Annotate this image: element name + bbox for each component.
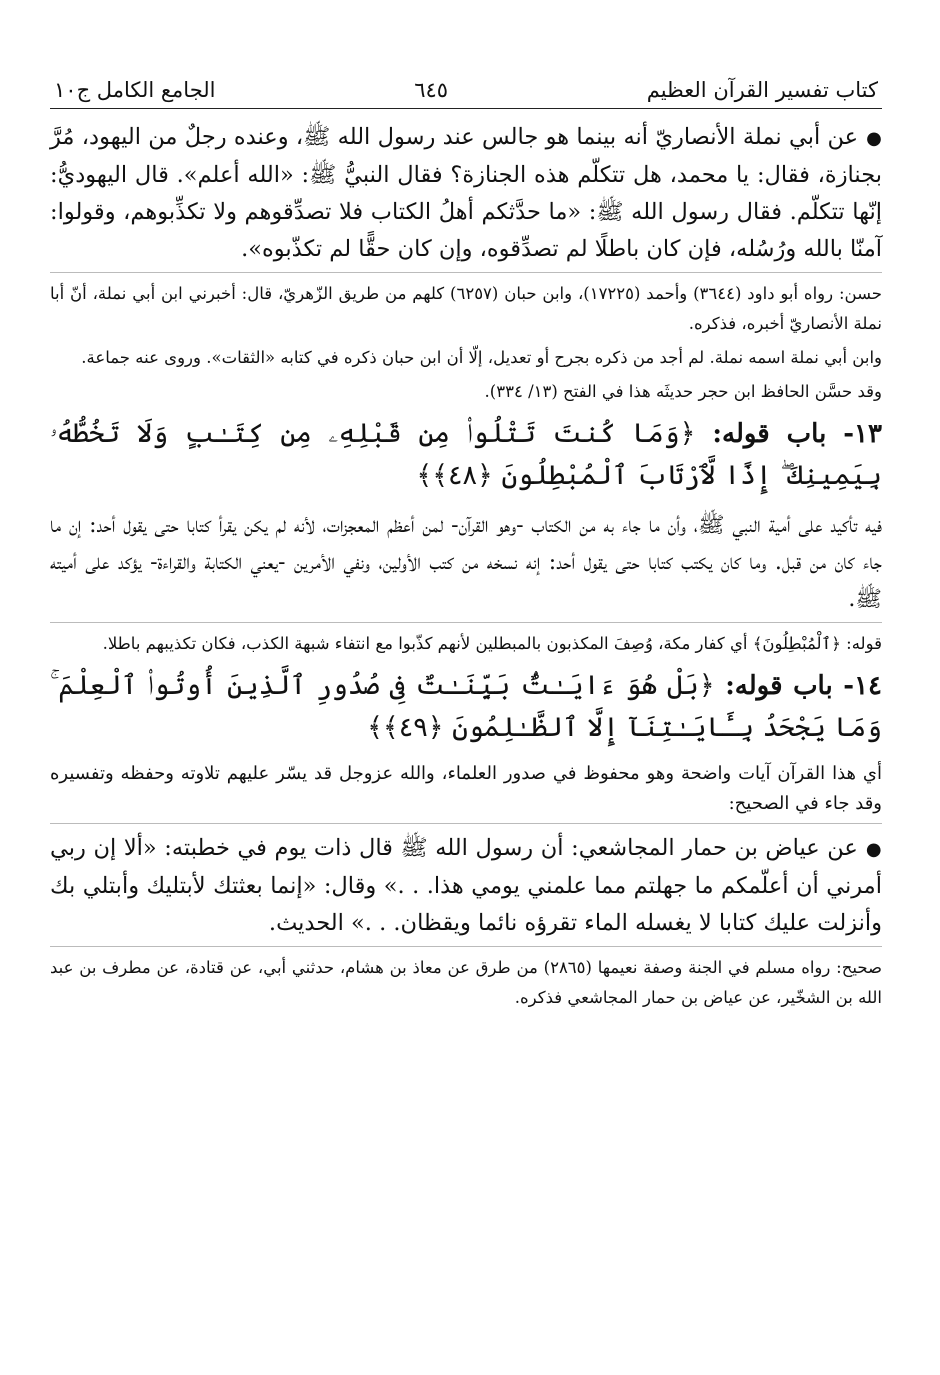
hadith-abu-namla [50, 119, 882, 268]
hadith-text: عن عياض بن حمار المجاشعي: أن رسول الله ﷺ قال ذات يوم في خطبته: «ألا إن ربي أمرني أن أعلّمكم ما جهلتم مما علمني يومي هذا. . .» وقال: «إنما بعثتك لأبتليك وأبتلي بك وأنزلت عليك كتابا لا يغسله الماء تقرؤه نائما ويقظان. . .» الحديث. [50, 835, 882, 936]
book-page [50, 62, 882, 1013]
hadith-iyad [50, 823, 882, 942]
chapter-13-commentary: فيه تأكيد على أمية النبي ﷺ، وأن ما جاء به من الكتاب -وهو القرآن- لمن أعظم المعجزات، لأنه لم يكن يقرأ كتابا حتى يقول أحد: إن ما جاء كان من قبل. وما كان يكتب كتابا حتى يقول أحد: إنه نسخه من كتب الأولين، ونفي الأمرين -يعني الكتابة والقراءة- يؤكد على أميته ﷺ. [50, 513, 882, 612]
hadith-text: عن أبي نملة الأنصاريّ أنه بينما هو جالس عند رسول الله ﷺ، وعنده رجلٌ من اليهود، مُرَّ بجنازة، فقال: يا محمد، هل تتكلّم هذه الجنازة؟ فقال النبيُّ ﷺ: «الله أعلم». قال اليهوديُّ: إنّها تتكلّم. فقال رسول الله ﷺ: «ما حدَّثكم أهلُ الكتاب فلا تصدِّقوهم ولا تكذِّبوهم، وقولوا: آمنّا بالله ورُسُله، فإن كان باطلًا لم تصدِّقوه، وإن كان حقًّا لم تكذّبوه». [50, 124, 882, 262]
quran-verse: ﴿وَمَا كُنتَ تَتْلُوا۟ مِن قَبْلِهِۦ مِن كِتَـٰبٍ وَلَا تَخُطُّهُۥ بِيَمِينِكَ ۖ إِذًا لَّٱرْتَابَ ٱلْمُبْطِلُونَ ﴿٤٨﴾﴾ [50, 418, 882, 491]
page-number: ٦٤٥ [414, 78, 449, 102]
chapter-heading-13 [50, 413, 882, 497]
chapter-13-note: قوله: ﴿ٱلْمُبْطِلُونَ﴾ أي كفار مكة، وُصِفَ المكذبون بالمبطلين لأنهم كذّبوا مع انتفاء شبهة الكذب، فكان تكذيبهم باطلا. [50, 622, 882, 659]
chapter-14-commentary: أي هذا القرآن آيات واضحة وهو محفوظ في صدور العلماء، والله عزوجل قد يسّر عليهم تلاوته وحفظه وتفسيره وقد جاء في الصحيح: [50, 763, 882, 814]
running-header [50, 62, 882, 109]
chapter-label: ١٤- باب قوله: [725, 671, 882, 701]
chapter-14-takhrij: صحيح: رواه مسلم في الجنة وصفة نعيمها (٢٨٦٥) من طرق عن معاذ بن هشام، حدثني أبي، عن قتادة، عن مطرف بن عبد الله بن الشخّير، عن عياض بن حمار المجاشعي فذكره. [50, 946, 882, 1013]
grading-note: وقد حسَّن الحافظ ابن حجر حديثَه هذا في الفتح (١٣/ ٣٣٤). [484, 382, 882, 401]
quran-verse: ﴿بَلْ هُوَ ءَايَـٰتٌۢ بَيِّنَـٰتٌ فِى صُدُورِ ٱلَّذِينَ أُوتُوا۟ ٱلْعِلْمَ ۚ وَمَا يَجْحَدُ بِـَٔايَـٰتِنَآ إِلَّا ٱلظَّـٰلِمُونَ ﴿٤٩﴾﴾ [50, 670, 882, 743]
header-volume: الجامع الكامل ج١٠ [54, 78, 216, 102]
narrator-note: وابن أبي نملة اسمه نملة. لم أجد من ذكره بجرح أو تعديل، إلّا أن ابن حبان ذكره في كتابه «الثقات». وروى عنه جماعة. [81, 348, 882, 367]
chapter-label: ١٣- باب قوله: [712, 419, 882, 449]
header-book-title: كتاب تفسير القرآن العظيم [646, 78, 878, 102]
bullet-icon: ● [865, 839, 882, 860]
chapter-heading-14 [50, 665, 882, 749]
takhrij-note: حسن: رواه أبو داود (٣٦٤٤) وأحمد (١٧٢٢٥)، وابن حبان (٦٢٥٧) كلهم من طريق الزّهريّ، قال: أخبرني ابن أبي نملة، أنّ أبا نملة الأنصاريّ أخبره، فذكره. [50, 272, 882, 339]
page-content [50, 109, 882, 1013]
bullet-icon: ● [866, 128, 882, 149]
